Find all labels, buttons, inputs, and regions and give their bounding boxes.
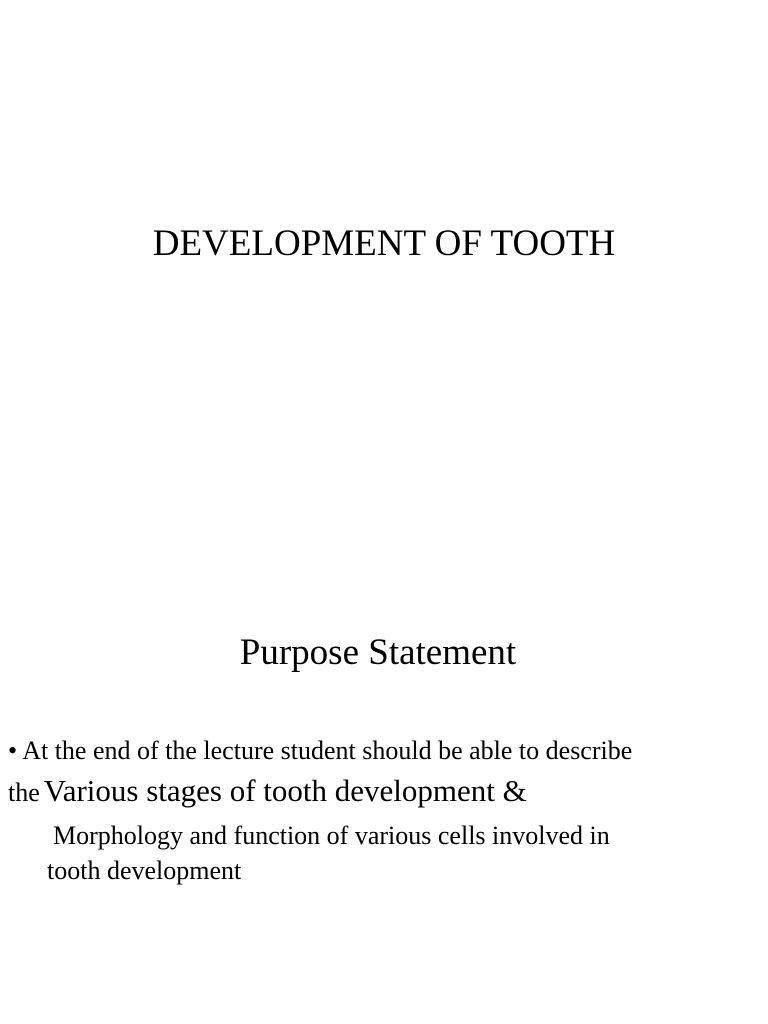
bullet-intro-text: At the end of the lecture student should be able to describe: [22, 736, 633, 765]
sub-item-line-1: Morphology and function of various cells involved in: [53, 821, 610, 850]
bullet-prefix-text: the: [8, 778, 40, 807]
sub-item-line-2: tooth development: [47, 856, 242, 885]
bullet-icon: •: [8, 736, 18, 765]
stages-text: Various stages of tooth development &: [43, 773, 527, 808]
bullet-item: [8, 735, 632, 767]
purpose-statement-heading: Purpose Statement: [239, 632, 517, 673]
slide-title: DEVELOPMENT OF TOOTH: [152, 223, 616, 264]
bullet-continuation: [8, 772, 527, 816]
